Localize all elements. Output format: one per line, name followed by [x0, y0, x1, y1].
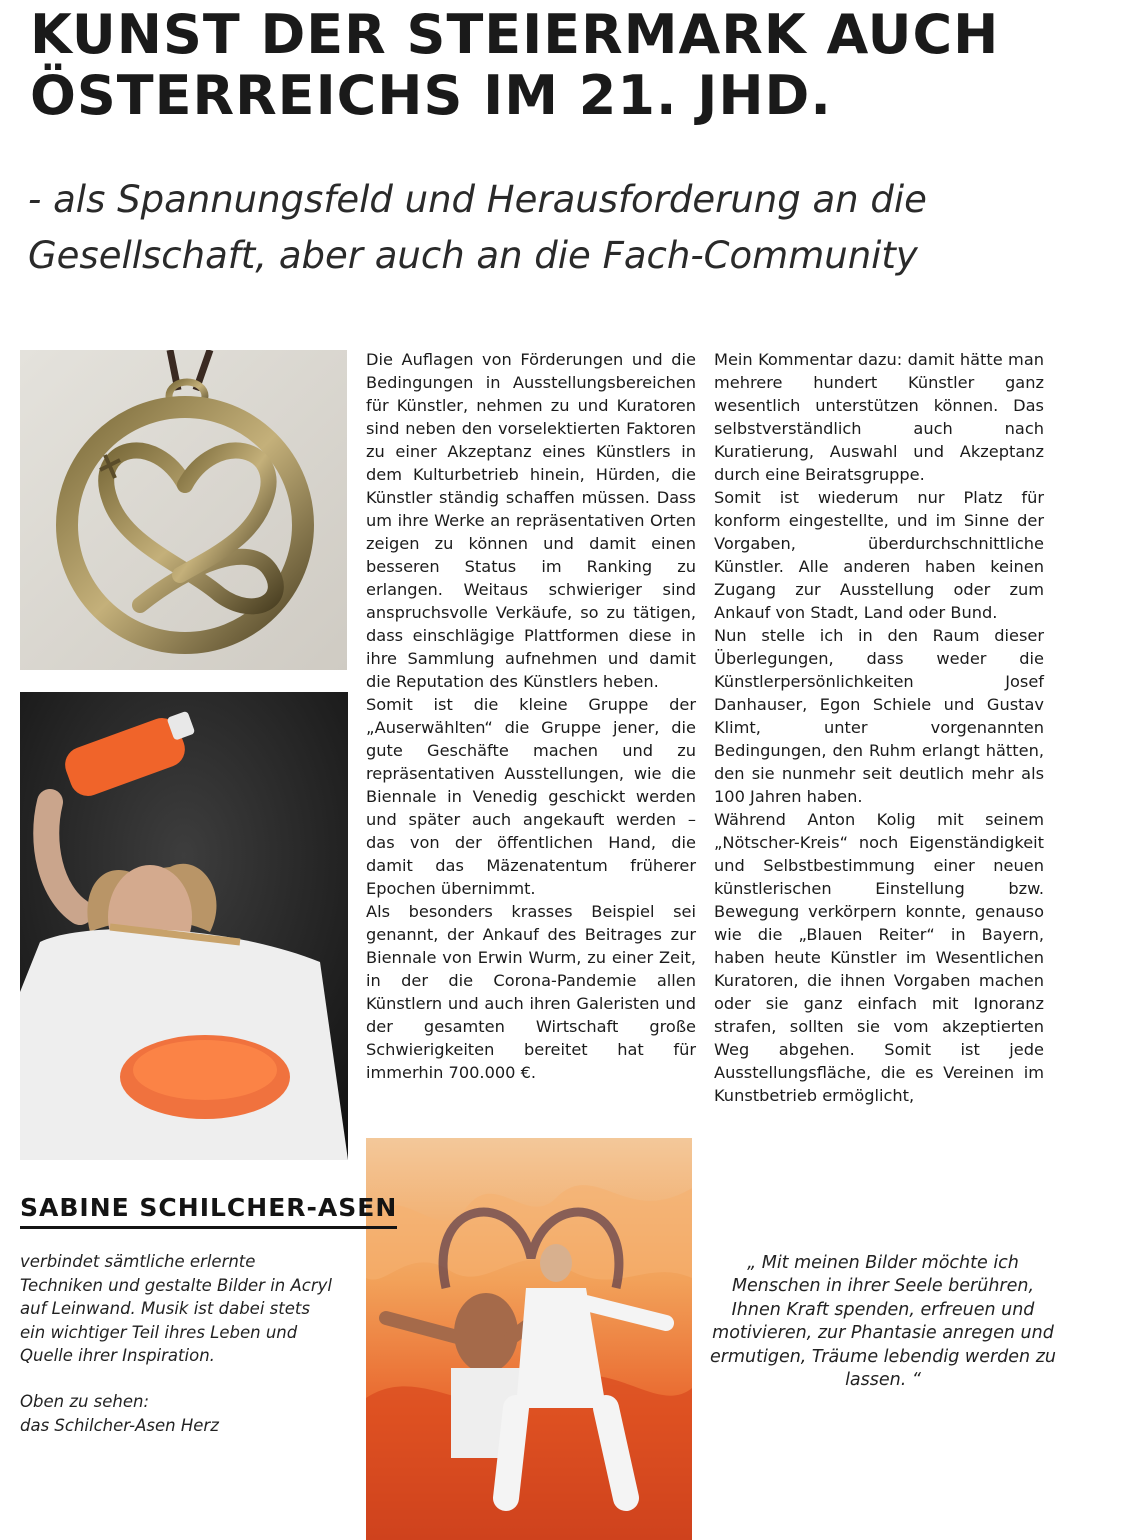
- author-bio: verbindet sämtliche erlernte Techniken und gestalte Bilder in Acryl auf Leinwand. Musik ist dabei stets ein wichtiger Teil ihres Leben und Quelle ihrer Inspiration.: [20, 1252, 332, 1365]
- author-name: SABINE SCHILCHER-ASEN: [20, 1192, 397, 1229]
- article-column-1: [366, 348, 696, 1084]
- image-caption-line-1: Oben zu sehen:: [20, 1392, 150, 1411]
- performance-painting-photo: [366, 1138, 692, 1540]
- title-line-2: ÖSTERREICHS IM 21. JHD.: [30, 64, 832, 127]
- title-line-1: KUNST DER STEIERMARK AUCH: [30, 3, 1000, 66]
- heart-pendant-photo: [20, 350, 347, 670]
- image-caption-line-2: das Schilcher-Asen Herz: [20, 1415, 219, 1435]
- subtitle-line-2: Gesellschaft, aber auch an die Fach-Community: [28, 234, 918, 277]
- column-1-paragraph-1: Die Auflagen von Förderungen und die Bedingungen in Ausstellungsbereichen für Künstler, nehmen zu und Kuratoren sind neben den vorselektierten Faktoren zu einer Akzeptanz eines Künstlers in dem Kulturbetrieb hinein, Hürden, die Künstler ständig schaffen müssen. Dass um ihre Werke an repräsentativen Orten zeigen zu können und damit einen besseren Status im Ranking zu erlangen. Weitaus schwieriger sind anspruchsvolle Verkäufe, so zu tätigen, dass einschlägige Plattformen diese in ihre Sammlung aufnehmen und damit die Reputation des Künstlers heben.: [366, 350, 696, 691]
- column-2-paragraph-4: Während Anton Kolig mit seinem „Nötscher-Kreis“ noch Eigenständigkeit und Selbstbestimmung einer neuen künstlerischen Einstellung bzw. Bewegung verkörpern konnte, genauso wie die „Blauen Reiter“ in Bayern, haben heute Künstler im Wesentlichen Kuratoren, die ihnen Vorgaben machen oder sie ganz einfach mit Ignoranz strafen, sollten sie vom akzeptierten Weg abgehen. Somit ist jede Ausstellungsfläche, die es Vereinen im Kunstbetrieb ermöglicht,: [714, 810, 1044, 1105]
- column-2-paragraph-2: Somit ist wiederum nur Platz für konform eingestellte, und im Sinne der Vorgaben, überdurchschnittliche Künstler. Alle anderen haben keinen Zugang zur Ausstellung oder zum Ankauf von Stadt, Land oder Bund.: [714, 488, 1044, 622]
- article-subtitle: [28, 172, 1028, 284]
- image-caption: [20, 1390, 340, 1437]
- article-column-2: [714, 348, 1044, 1107]
- artist-portrait-photo: [20, 692, 348, 1160]
- column-2-paragraph-3: Nun stelle ich in den Raum dieser Überlegungen, dass weder die Künstlerpersönlichkeiten Josef Danhauser, Egon Schiele und Gustav Klimt, unter vorgenannten Bedingungen, den Ruhm erlangt hätten, den sie nunmehr seit deutlich mehr als 100 Jahren haben.: [714, 626, 1044, 806]
- article-title: [30, 4, 1110, 126]
- subtitle-line-1: - als Spannungsfeld und Herausforderung an die: [28, 178, 927, 221]
- column-1-paragraph-2: Somit ist die kleine Gruppe der „Auserwählten“ die Gruppe jener, die gute Geschäfte machen und zu repräsentativen Ausstellungen, wie die Biennale in Venedig geschickt werden und später auch angekauft werden – das von der öffentlichen Hand, die damit das Mäzenatentum früherer Epochen übernimmt.: [366, 695, 696, 898]
- artist-quote: „ Mit meinen Bilder möchte ich Menschen in ihrer Seele berühren, Ihnen Kraft spenden, erfreuen und motivieren, zur Phantasie anregen und ermutigen, Träume lebendig werden zu lassen. “: [710, 1253, 1056, 1391]
- column-2-paragraph-1: Mein Kommentar dazu: damit hätte man mehrere hundert Künstler ganz wesentlich unterstützen können. Das selbstverständlich auch nach Kuratierung, Auswahl und Akzeptanz durch eine Beiratsgruppe.: [714, 350, 1044, 484]
- column-1-paragraph-3: Als besonders krasses Beispiel sei genannt, der Ankauf des Beitrages zur Biennale von Erwin Wurm, zu einer Zeit, in der die Corona-Pandemie allen Künstlern und auch ihren Galeristen und der gesamten Wirtschaft große Schwierigkeiten bereitet hat für immerhin 700.000 €.: [366, 902, 696, 1082]
